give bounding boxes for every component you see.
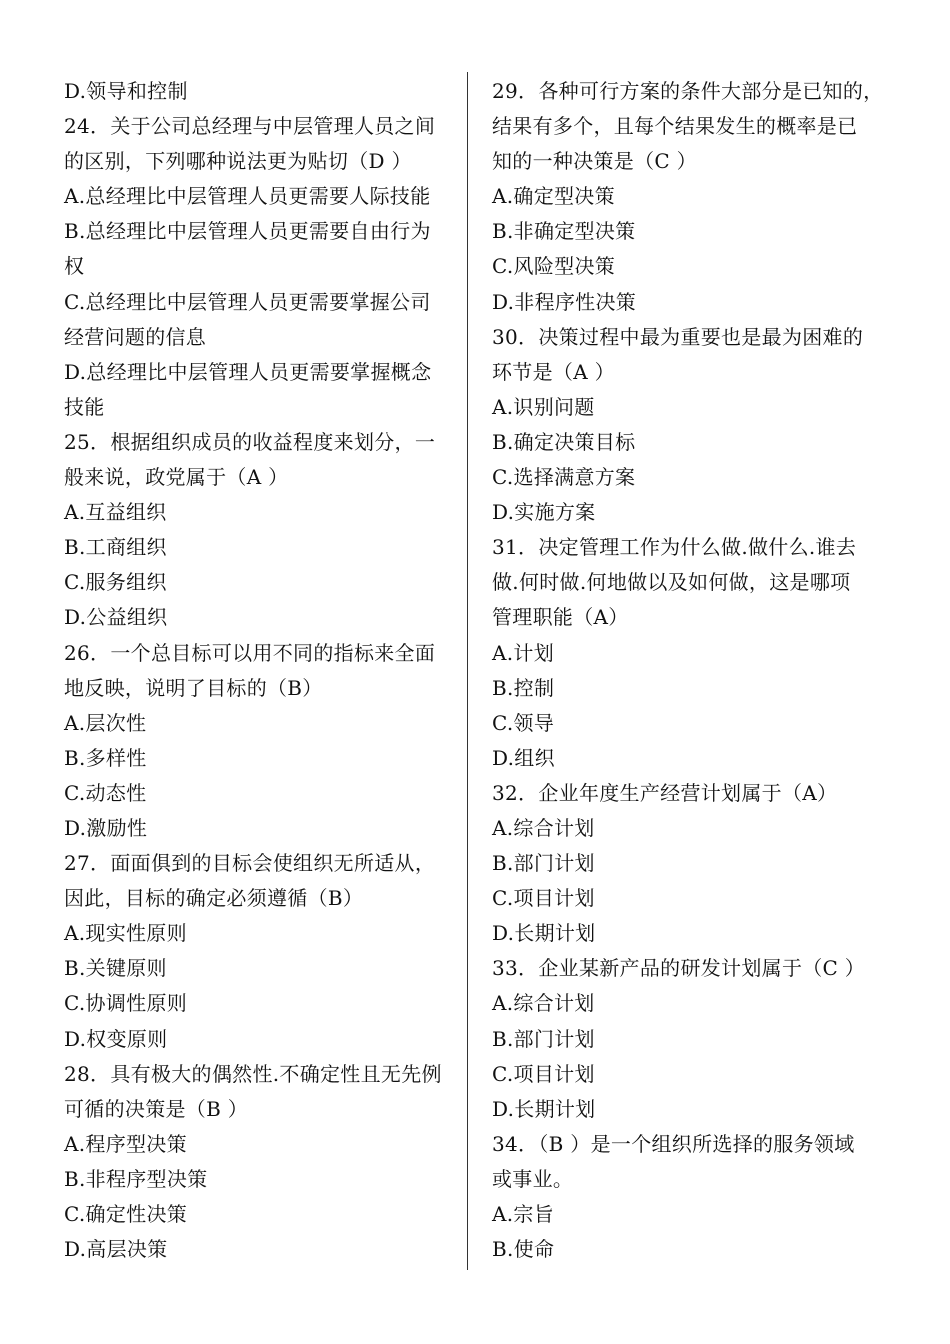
text-line: A.现实性原则: [64, 921, 187, 946]
text-line: 31．决定管理工作为什么做.做什么.谁去: [492, 535, 857, 560]
text-line: A.计划: [492, 640, 555, 665]
text-line: D.长期计划: [492, 921, 596, 946]
text-line: 权: [64, 254, 85, 279]
text-line: D.权变原则: [64, 1026, 168, 1051]
text-line: D.激励性: [64, 815, 148, 840]
text-line: 29．各种可行方案的条件大部分是已知的，: [492, 79, 884, 103]
text-line: B.非确定型决策: [492, 219, 636, 244]
text-line: D.总经理比中层管理人员更需要掌握概念: [64, 359, 432, 384]
text-line: C.领导: [492, 710, 555, 735]
text-line: 27．面面俱到的目标会使组织无所适从，: [64, 851, 436, 876]
text-line: 28．具有极大的偶然性.不确定性且无先例: [64, 1061, 442, 1086]
text-line: D.高层决策: [64, 1237, 168, 1262]
text-line: D.领导和控制: [64, 79, 188, 103]
text-line: B.总经理比中层管理人员更需要自由行为: [64, 219, 431, 244]
text-line: D.非程序性决策: [492, 289, 637, 314]
text-line: B.多样性: [64, 745, 147, 770]
text-line: 环节是（A ）: [492, 359, 615, 384]
text-line: 24．关于公司总经理与中层管理人员之间: [64, 114, 436, 139]
text-line: C.风险型决策: [492, 254, 616, 279]
text-line: 34．（B ）是一个组织所选择的服务领域: [492, 1131, 855, 1156]
text-line: 般来说，政党属于（A ）: [64, 465, 289, 490]
text-line: 管理职能（A）: [492, 605, 629, 630]
text-line: 结果有多个，且每个结果发生的概率是已: [492, 114, 858, 139]
text-line: 32．企业年度生产经营计划属于（A）: [492, 780, 838, 805]
text-line: 地反映，说明了目标的（B）: [64, 675, 323, 700]
text-line: D.长期计划: [492, 1096, 596, 1121]
text-line: A.综合计划: [492, 815, 595, 840]
text-line: C.确定性决策: [64, 1202, 188, 1226]
text-line: B.确定决策目标: [492, 429, 636, 454]
text-line: 技能: [64, 394, 105, 419]
text-line: D.组织: [492, 745, 555, 770]
text-line: C.协调性原则: [64, 991, 188, 1016]
text-line: D.公益组织: [64, 605, 168, 630]
text-line: A.总经理比中层管理人员更需要人际技能: [64, 184, 431, 209]
text-line: 知的一种决策是（C ）: [492, 149, 697, 174]
text-line: A.综合计划: [492, 991, 595, 1016]
text-line: B.非程序型决策: [64, 1166, 208, 1191]
text-line: 可循的决策是（B ）: [64, 1096, 249, 1121]
text-line: B.使命: [492, 1237, 555, 1262]
text-line: 经营问题的信息: [64, 324, 207, 349]
text-line: C.项目计划: [492, 886, 595, 911]
text-line: C.选择满意方案: [492, 465, 636, 490]
text-line: 26．一个总目标可以用不同的指标来全面: [64, 640, 436, 665]
text-line: B.部门计划: [492, 851, 595, 876]
text-line: A.识别问题: [492, 394, 595, 419]
text-line: C.动态性: [64, 780, 147, 805]
text-line: A.层次性: [64, 710, 147, 735]
right-column: [492, 74, 884, 1267]
text-line: C.服务组织: [64, 570, 167, 595]
text-line: A.宗旨: [492, 1202, 555, 1226]
text-line: A.互益组织: [64, 500, 167, 525]
text-line: 做.何时做.何地做以及如何做，这是哪项: [492, 570, 851, 595]
text-line: C.总经理比中层管理人员更需要掌握公司: [64, 289, 431, 314]
text-line: A.程序型决策: [64, 1131, 187, 1156]
text-line: 或事业。: [492, 1166, 574, 1191]
text-line: D.实施方案: [492, 500, 596, 525]
text-line: 33．企业某新产品的研发计划属于（C ）: [492, 956, 866, 981]
text-line: A.确定型决策: [492, 184, 615, 209]
text-line: 30．决策过程中最为重要也是最为困难的: [492, 324, 864, 349]
left-column: [64, 74, 448, 1267]
text-line: B.关键原则: [64, 956, 167, 981]
text-line: B.工商组织: [64, 535, 167, 560]
text-line: C.项目计划: [492, 1061, 595, 1086]
column-divider: [467, 72, 468, 1270]
text-line: 的区别，下列哪种说法更为贴切（D ）: [64, 149, 412, 174]
text-line: 25．根据组织成员的收益程度来划分，一: [64, 429, 436, 454]
text-line: 因此，目标的确定必须遵循（B）: [64, 886, 364, 911]
text-line: B.部门计划: [492, 1026, 595, 1051]
text-line: B.控制: [492, 675, 555, 700]
